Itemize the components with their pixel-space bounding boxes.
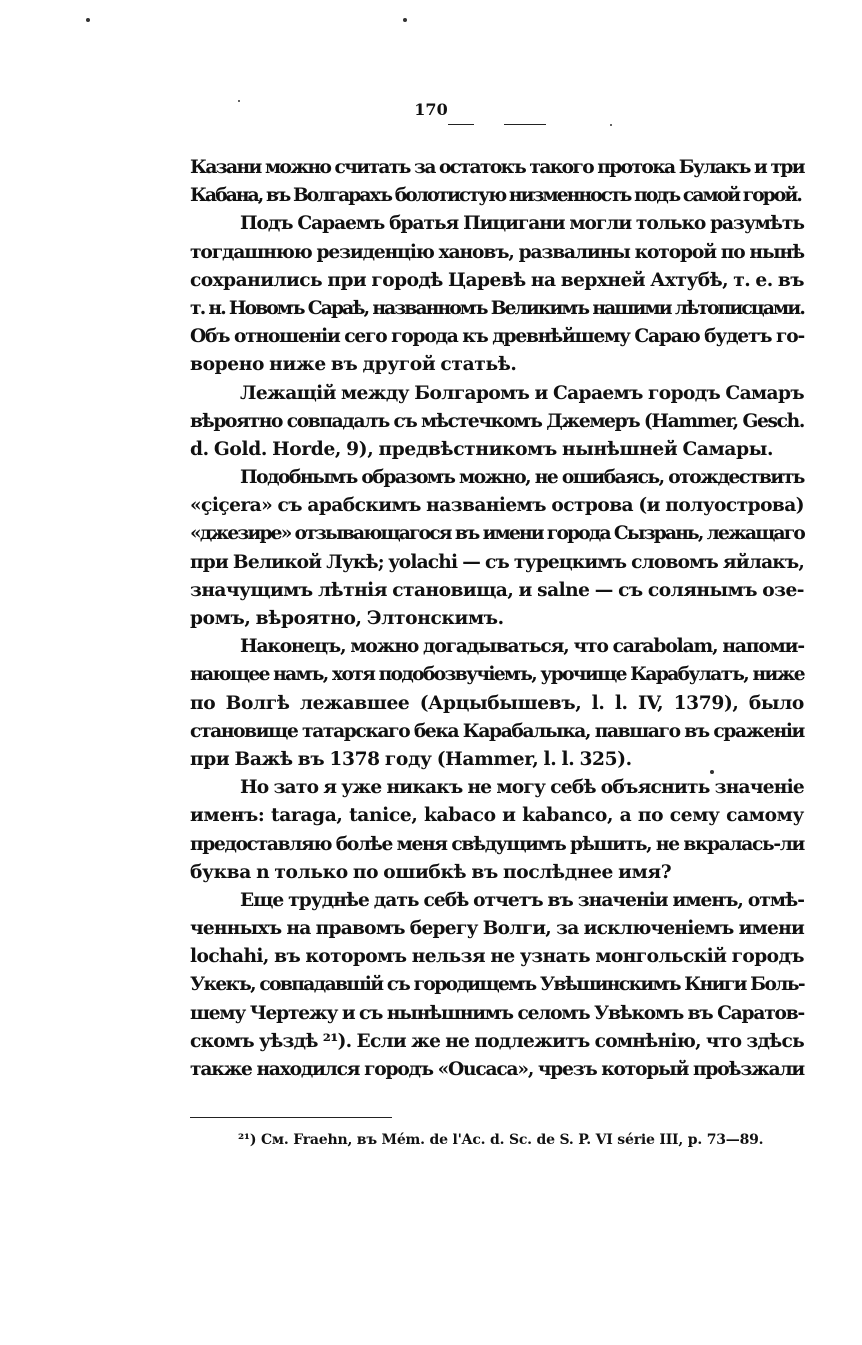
text-line: ворено ниже въ другой статьѣ. [190, 354, 517, 376]
paragraph [190, 210, 804, 379]
text-line: Подобнымъ образомъ можно, не ошибаясь, отождествить [240, 467, 804, 489]
text-line: тогдашнюю резиденцію хановъ, развалины которой по нынѣ [190, 241, 804, 263]
scan-speck [710, 770, 714, 774]
text-line: Кабана, въ Волгарахъ болотистую низменность подъ самой горой. [190, 185, 801, 207]
text-line: ченныхъ на правомъ берегу Волги, за исключеніемъ имени [190, 918, 804, 940]
text-line: Еще труднѣе дать себѣ отчетъ въ значеніи именъ, отмѣ- [240, 889, 804, 911]
text-line: вѣроятно совпадалъ съ мѣстечкомъ Джемеръ (Hammer, Gesch. [190, 410, 804, 432]
text-line: т. н. Новомъ Сараѣ, названномъ Великимъ нашими лѣтописцами. [190, 297, 804, 319]
paragraph [190, 633, 804, 774]
footnote-rule [190, 1117, 392, 1118]
text-line: d. Gold. Horde, 9), предвѣстникомъ нынѣшней Самары. [190, 438, 774, 460]
paragraph [190, 887, 804, 1084]
paragraph [190, 774, 804, 887]
text-line: Казани можно считать за остатокъ такого протока Булакъ и три [190, 157, 804, 178]
scan-speck [86, 18, 90, 22]
text-line: скомъ уѣздѣ ²¹). Если же не подлежитъ сомнѣнію, что здѣсь [190, 1030, 804, 1052]
text-line: при Важѣ въ 1378 году (Hammer, l. l. 325). [190, 748, 632, 770]
paragraph [190, 464, 804, 633]
text-line: Объ отношеніи сего города къ древнѣйшему Сараю будетъ го- [190, 326, 804, 348]
paragraph [190, 154, 804, 210]
scan-speck [403, 18, 407, 22]
text-line: lochahi, въ которомъ нельзя не узнать монгольскій городъ [190, 946, 804, 968]
scan-speck [238, 100, 240, 102]
page-number-rule-right [504, 124, 546, 125]
text-line: буква n только по ошибкѣ въ послѣднее имя? [190, 861, 672, 883]
text-line: Но зато я уже никакъ не могу себѣ объяснить значеніе [240, 777, 804, 799]
text-line: Укекъ, совпадавшій съ городищемъ Увѣшинскимъ Книги Боль- [190, 974, 804, 996]
page-number-rule-left [448, 124, 474, 125]
text-line: Лежащій между Болгаромъ и Сараемъ городъ Самаръ [240, 382, 804, 404]
text-line: шему Чертежу и съ нынѣшнимъ селомъ Увѣкомъ въ Саратов- [190, 1002, 804, 1024]
text-line: по Волгѣ лежавшее (Арцыбышевъ, l. l. IV, 1379), было [190, 692, 804, 714]
text-line: сохранились при городѣ Царевѣ на верхней Ахтубѣ, т. е. въ [190, 269, 804, 291]
page-number: 170 [414, 100, 448, 119]
scan-speck [610, 124, 612, 126]
paragraph [190, 380, 804, 465]
text-line: нающее намъ, хотя подобозвучіемъ, урочище Карабулатъ, ниже [190, 664, 804, 686]
text-line: Подъ Сараемъ братья Пицигани могли только разумѣть [240, 213, 804, 235]
footnote-mark: ²¹) [238, 1132, 257, 1148]
body-text [190, 154, 804, 1084]
text-line: предоставляю болѣе меня свѣдущимъ рѣшить, не вкралась-ли [190, 833, 804, 855]
text-line: при Великой Лукѣ; yolachi — съ турецкимъ словомъ яйлакъ, [190, 551, 804, 573]
footnote [238, 1132, 763, 1148]
text-line: становище татарскаго бека Карабалыка, павшаго въ сраженіи [190, 720, 804, 742]
text-line: Наконецъ, можно догадываться, что carabolam, напоми- [240, 636, 804, 658]
text-line: «джезире» отзывающагося въ имени города Сызрань, лежащаго [190, 523, 804, 545]
text-line: также находился городъ «Oucaca», чрезъ который проѣзжали [190, 1059, 804, 1080]
text-line: именъ: taraga, tanice, kabaco и kabanco, а по сему самому [190, 805, 804, 827]
footnote-text: См. Fraehn, въ Mém. de l'Ac. d. Sc. de S. P. VI série III, p. 73—89. [260, 1132, 764, 1148]
text-line: «çiçera» съ арабскимъ названіемъ острова (и полуострова) [190, 495, 804, 517]
text-line: значущимъ лѣтнія становища, и salne — съ солянымъ озе- [190, 579, 804, 601]
text-line: ромъ, вѣроятно, Элтонскимъ. [190, 608, 504, 629]
